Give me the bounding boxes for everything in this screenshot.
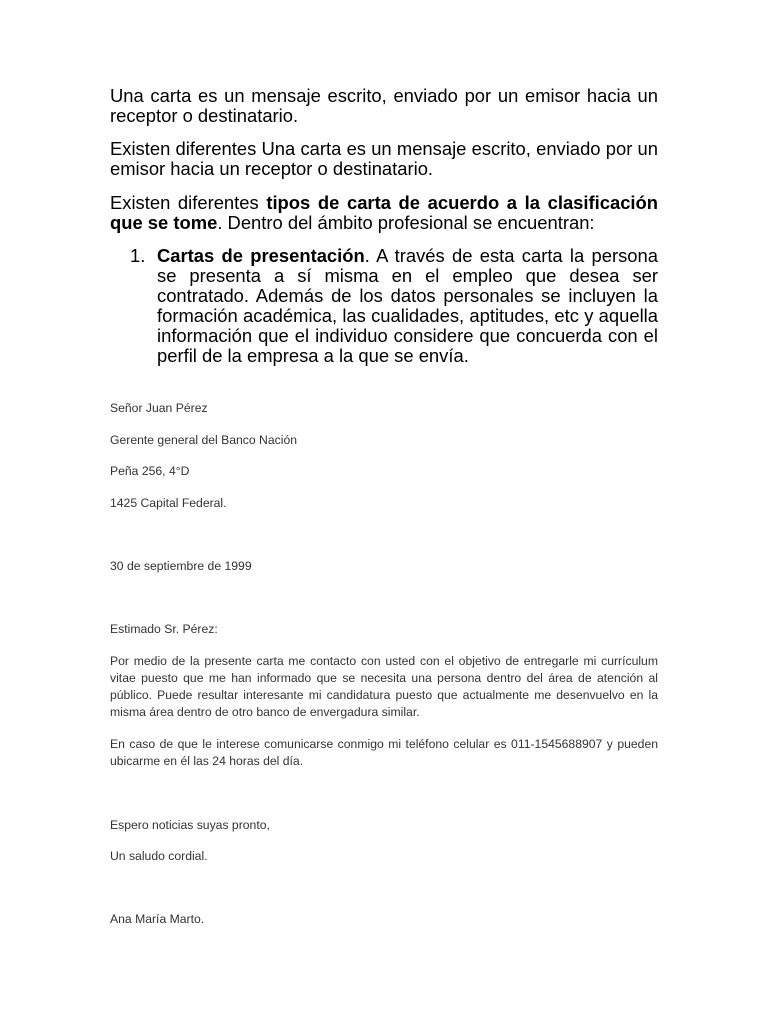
list-item-number: 1. (130, 245, 146, 266)
recipient-name: Señor Juan Pérez (110, 401, 208, 415)
recipient-title: Gerente general del Banco Nación (110, 433, 297, 447)
classification-tail-text: . Dentro del ámbito profesional se encuentran: (217, 212, 595, 233)
letter-closing-2: Un saludo cordial. (110, 849, 208, 863)
list-item-text: . A través de esta carta la persona se presenta a sí misma en el empleo que desea ser contratado. Además de los datos personales se incluyen la formación académica, las cualidades, aptitudes, etc y aquella información que el individuo considere que concuerda con el perfil de la empresa a la que se envía. (157, 245, 658, 366)
letter-greeting: Estimado Sr. Pérez: (110, 622, 218, 636)
paragraph-types-intro: Existen diferentes Una carta es un mensaje escrito, enviado por un emisor hacia un receptor o destinatario. (110, 138, 658, 179)
letter-date: 30 de septiembre de 1999 (110, 559, 252, 573)
letter-body-paragraph-1: Por medio de la presente carta me contacto con usted con el objetivo de entregarle mi currículum vitae puesto que me han informado que se necesita una persona dentro del área de atención al público. Puede resultar interesante mi candidatura puesto que actualmente me desenvuelvo en la misma área dentro de otro banco de envergadura similar. (110, 654, 658, 719)
list-item-title: Cartas de presentación (157, 245, 365, 266)
classification-bold-text: tipos de carta de acuerdo a la clasificación que se tome (110, 192, 659, 233)
letter-signature: Ana María Marto. (110, 912, 205, 926)
address-line-1: Peña 256, 4°D (110, 464, 190, 478)
paragraph-classification (110, 193, 658, 233)
address-line-2: 1425 Capital Federal. (110, 496, 227, 510)
letter-types-list (130, 246, 658, 366)
letter-closing-1: Espero noticias suyas pronto, (110, 818, 270, 832)
list-item (130, 246, 658, 366)
letter-body-paragraph-2: En caso de que le interese comunicarse conmigo mi teléfono celular es 011-1545688907 y pueden ubicarme en él las 24 horas del día. (110, 737, 658, 768)
classification-lead-text: Existen diferentes (110, 192, 267, 213)
paragraph-definition: Una carta es un mensaje escrito, enviado por un emisor hacia un receptor o destinatario. (110, 85, 658, 126)
